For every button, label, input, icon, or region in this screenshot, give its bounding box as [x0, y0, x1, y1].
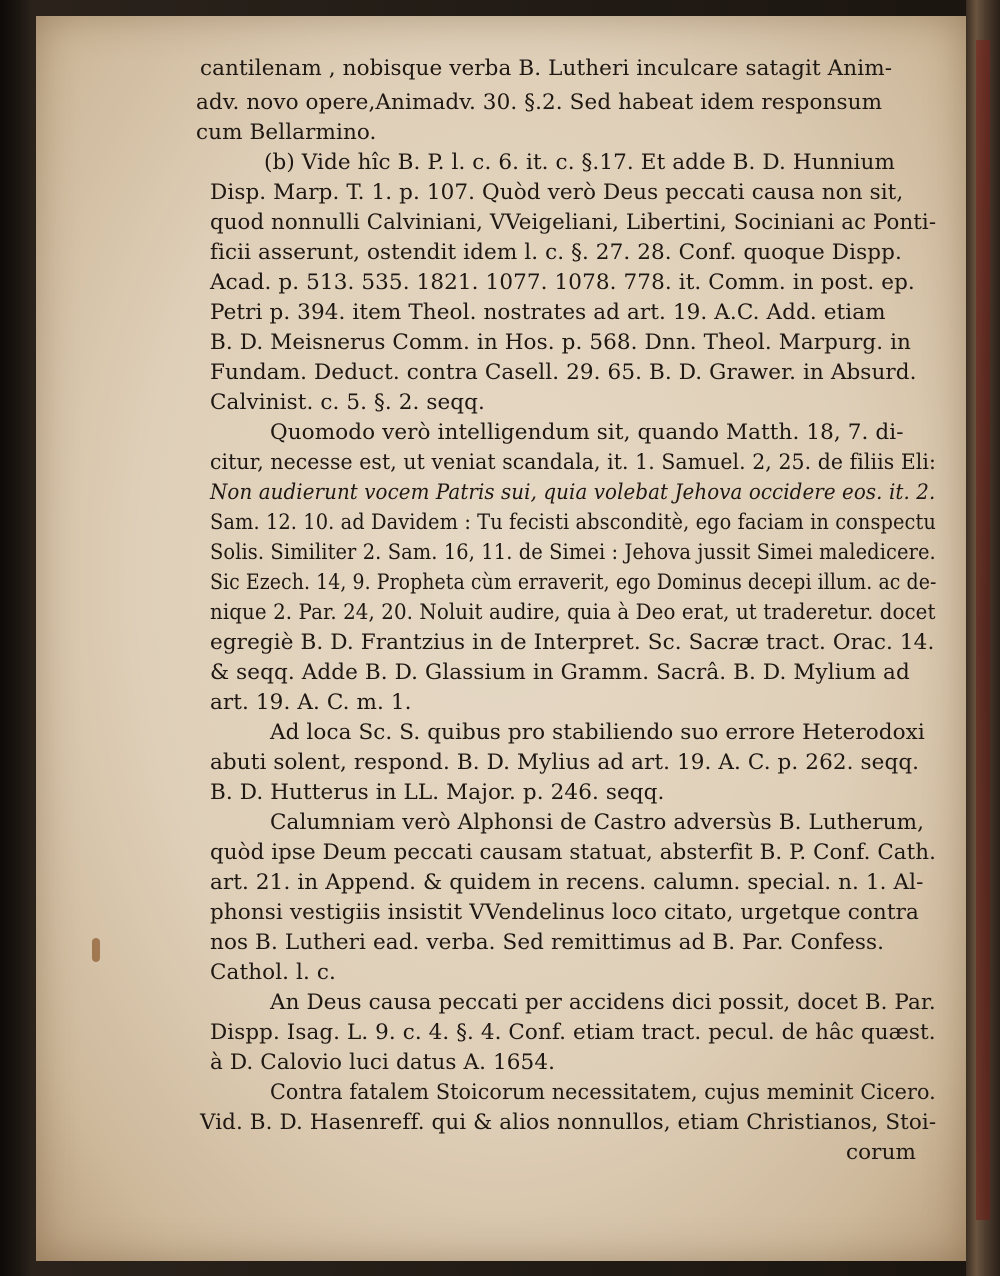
- text-line: adv. novo opere,Animadv. 30. §.2. Sed habeat idem responsum: [196, 90, 883, 115]
- text-line: Dispp. Isag. L. 9. c. 4. §. 4. Conf. etiam tract. pecul. de hâc quæst.: [210, 1020, 936, 1045]
- text-line: phonsi vestigiis insistit VVendelinus loco citato, urgetque contra: [210, 900, 919, 925]
- page-text: [36, 16, 966, 1261]
- text-line: Solis. Similiter 2. Sam. 16, 11. de Simei : Jehova jussit Simei maledicere.: [210, 540, 936, 565]
- text-line: B. D. Meisnerus Comm. in Hos. p. 568. Dnn. Theol. Marpurg. in: [210, 330, 911, 355]
- text-line: Ad loca Sc. S. quibus pro stabiliendo suo errore Heterodoxi: [270, 720, 925, 745]
- text-line: à D. Calovio luci datus A. 1654.: [210, 1050, 556, 1075]
- text-line: Cathol. l. c.: [210, 960, 336, 985]
- text-line: Acad. p. 513. 535. 1821. 1077. 1078. 778. it. Comm. in post. ep.: [210, 270, 915, 295]
- text-line: B. D. Hutterus in LL. Major. p. 246. seqq.: [210, 780, 665, 805]
- text-line: Disp. Marp. T. 1. p. 107. Quòd verò Deus peccati causa non sit,: [210, 180, 904, 205]
- text-line: Vid. B. D. Hasenreff. qui & alios nonnullos, etiam Christianos, Stoi-: [200, 1110, 937, 1135]
- text-line: Petri p. 394. item Theol. nostrates ad art. 19. A.C. Add. etiam: [210, 300, 886, 325]
- text-line: art. 19. A. C. m. 1.: [210, 690, 412, 715]
- book-edge: [966, 0, 1000, 1276]
- text-line: Sic Ezech. 14, 9. Propheta cùm erraverit, ego Dominus decepi illum. ac de-: [210, 570, 937, 595]
- text-line: & seqq. Adde B. D. Glassium in Gramm. Sacrâ. B. D. Mylium ad: [210, 660, 910, 685]
- text-line: Fundam. Deduct. contra Casell. 29. 65. B. D. Grawer. in Absurd.: [210, 360, 917, 385]
- text-line: art. 21. in Append. & quidem in recens. calumn. special. n. 1. Al-: [210, 870, 924, 895]
- text-line: Calumniam verò Alphonsi de Castro adversùs B. Lutherum,: [270, 810, 925, 835]
- text-line: An Deus causa peccati per accidens dici possit, docet B. Par.: [270, 990, 936, 1015]
- text-line: Non audierunt vocem Patris sui, quia volebat Jehova occidere eos. it. 2.: [210, 480, 936, 505]
- text-line: Contra fatalem Stoicorum necessitatem, cujus meminit Cicero.: [270, 1080, 936, 1105]
- text-line: citur, necesse est, ut veniat scandala, it. 1. Samuel. 2, 25. de filiis Eli:: [210, 450, 936, 475]
- text-line: (b) Vide hîc B. P. l. c. 6. it. c. §.17. Et adde B. D. Hunnium: [264, 150, 895, 175]
- text-line: Sam. 12. 10. ad Davidem : Tu fecisti absconditè, ego faciam in conspectu: [210, 510, 936, 535]
- text-line: abuti solent, respond. B. D. Mylius ad art. 19. A. C. p. 262. seqq.: [210, 750, 920, 775]
- text-line: cantilenam , nobisque verba B. Lutheri inculcare satagit Anim-: [200, 56, 893, 81]
- binding-strip: [976, 40, 990, 1220]
- text-line: cum Bellarmino.: [196, 120, 377, 145]
- text-line: quòd ipse Deum peccati causam statuat, absterfit B. P. Conf. Cath.: [210, 840, 937, 865]
- text-line: nos B. Lutheri ead. verba. Sed remittimus ad B. Par. Confess.: [210, 930, 885, 955]
- text-line: nique 2. Par. 24, 20. Noluit audire, quia à Deo erat, ut traderetur. docet: [210, 600, 936, 625]
- text-line: ficii asserunt, ostendit idem l. c. §. 27. 28. Conf. quoque Dispp.: [210, 240, 902, 265]
- text-line: egregiè B. D. Frantzius in de Interpret. Sc. Sacræ tract. Orac. 14.: [210, 630, 935, 655]
- text-line: quod nonnulli Calviniani, VVeigeliani, Libertini, Sociniani ac Ponti-: [210, 210, 937, 235]
- text-line: Calvinist. c. 5. §. 2. seqq.: [210, 390, 485, 415]
- text-line: Quomodo verò intelligendum sit, quando Matth. 18, 7. di-: [270, 420, 904, 445]
- book-page: [36, 16, 966, 1261]
- catchword: corum: [846, 1140, 916, 1165]
